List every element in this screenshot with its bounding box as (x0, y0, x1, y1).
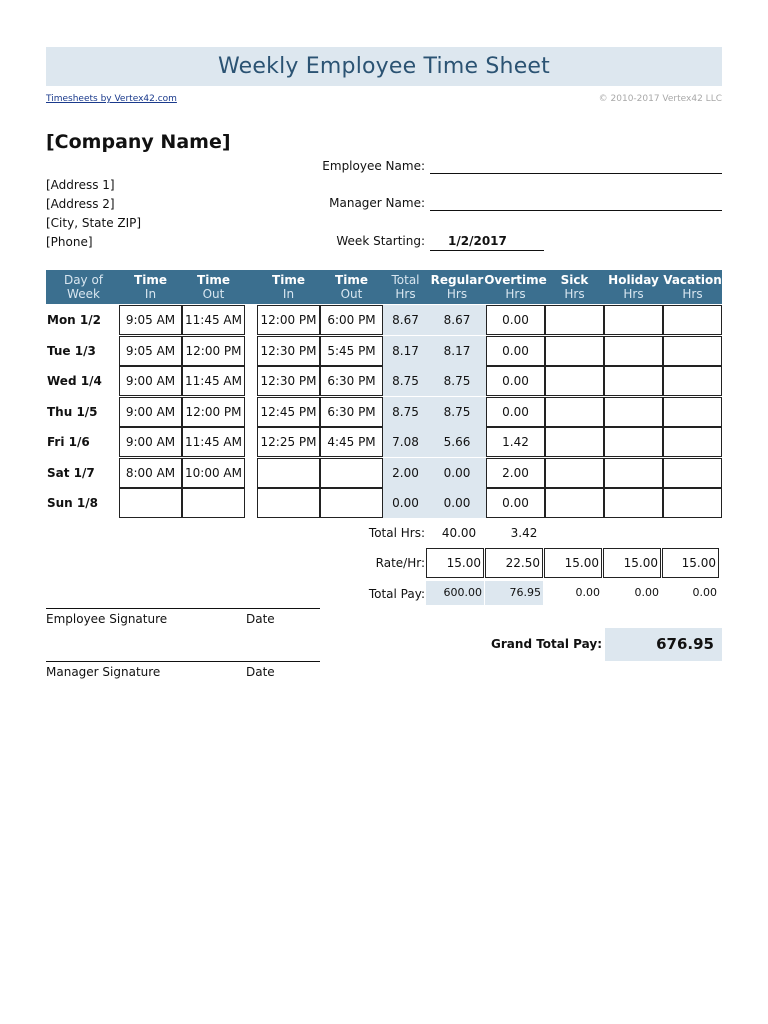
pay-cell: 76.95 (485, 581, 543, 605)
cell-out1[interactable]: 12:00 PM (182, 336, 245, 366)
manager-name-label: Manager Name: (329, 196, 425, 210)
cell-out1[interactable]: 10:00 AM (182, 458, 245, 488)
employee-name-field[interactable] (430, 159, 722, 174)
cell-overtime[interactable]: 0.00 (486, 305, 545, 335)
cell-holiday[interactable] (604, 427, 663, 457)
employee-signature-label: Employee Signature (46, 612, 168, 626)
cell-holiday[interactable] (604, 336, 663, 366)
city-state-zip[interactable]: [City, State ZIP] (46, 216, 142, 230)
pay-cell: 600.00 (426, 581, 484, 605)
cell-total: 8.17 (383, 336, 428, 366)
header-main-text: Sick (560, 273, 589, 287)
cell-out1[interactable]: 11:45 AM (182, 305, 245, 335)
cell-total: 2.00 (383, 458, 428, 488)
header-vacation-hrs (663, 270, 722, 304)
cell-regular: 0.00 (428, 488, 486, 518)
rate-cell[interactable]: 15.00 (544, 548, 602, 578)
title-band (46, 47, 722, 86)
header-time-in-1 (119, 270, 182, 304)
cell-in2[interactable]: 12:45 PM (257, 397, 320, 427)
page-title: Weekly Employee Time Sheet (218, 54, 550, 79)
copyright-text: © 2010-2017 Vertex42 LLC (598, 94, 722, 104)
cell-in1[interactable] (119, 488, 182, 518)
cell-out1[interactable]: 12:00 PM (182, 397, 245, 427)
cell-out1[interactable] (182, 488, 245, 518)
header-day-of-week (46, 270, 119, 304)
address-line-1[interactable]: [Address 1] (46, 178, 115, 192)
total-overtime-hrs: 3.42 (510, 526, 538, 540)
cell-regular: 0.00 (428, 458, 486, 488)
cell-holiday[interactable] (604, 366, 663, 396)
rate-cell[interactable]: 15.00 (662, 548, 719, 578)
day-label: Sun 1/8 (47, 496, 98, 510)
day-label: Wed 1/4 (47, 374, 102, 388)
header-sub-text: Hrs (564, 287, 585, 301)
cell-overtime[interactable]: 0.00 (486, 366, 545, 396)
header-main-text: Time (197, 273, 230, 287)
company-name[interactable]: [Company Name] (46, 131, 231, 153)
cell-in2[interactable]: 12:00 PM (257, 305, 320, 335)
cell-holiday[interactable] (604, 488, 663, 518)
cell-sick[interactable] (545, 336, 604, 366)
cell-in1[interactable]: 9:00 AM (119, 397, 182, 427)
cell-holiday[interactable] (604, 458, 663, 488)
cell-regular: 8.75 (428, 366, 486, 396)
cell-out2[interactable]: 6:00 PM (320, 305, 383, 335)
cell-regular: 8.17 (428, 336, 486, 366)
week-starting-field[interactable]: 1/2/2017 (430, 234, 544, 251)
cell-vacation[interactable] (663, 488, 722, 518)
rate-cell[interactable]: 22.50 (485, 548, 543, 578)
cell-sick[interactable] (545, 305, 604, 335)
phone[interactable]: [Phone] (46, 235, 93, 249)
manager-date-label: Date (246, 665, 275, 679)
employee-date-label: Date (246, 612, 275, 626)
address-line-2[interactable]: [Address 2] (46, 197, 115, 211)
cell-out2[interactable] (320, 488, 383, 518)
header-sub-text: Hrs (395, 287, 416, 301)
cell-sick[interactable] (545, 397, 604, 427)
cell-sick[interactable] (545, 458, 604, 488)
pay-cell: 0.00 (692, 586, 717, 599)
rate-cell[interactable]: 15.00 (603, 548, 661, 578)
cell-out2[interactable] (320, 458, 383, 488)
cell-in2[interactable] (257, 488, 320, 518)
cell-vacation[interactable] (663, 305, 722, 335)
header-sub-text: In (144, 287, 157, 301)
cell-vacation[interactable] (663, 336, 722, 366)
day-label: Thu 1/5 (47, 404, 98, 419)
cell-regular: 8.67 (428, 305, 486, 335)
cell-holiday[interactable] (604, 397, 663, 427)
manager-name-field[interactable] (430, 196, 722, 211)
header-sub-text: Out (202, 287, 225, 301)
cell-regular: 5.66 (428, 427, 486, 457)
cell-total: 7.08 (383, 427, 428, 457)
day-label: Fri 1/6 (47, 435, 90, 449)
cell-in1[interactable]: 9:05 AM (119, 336, 182, 366)
pay-cell: 0.00 (575, 586, 600, 599)
cell-out1[interactable]: 11:45 AM (182, 427, 245, 457)
cell-sick[interactable] (545, 366, 604, 396)
cell-out2[interactable]: 6:30 PM (320, 397, 383, 427)
header-main-text: Time (335, 273, 368, 287)
cell-overtime[interactable]: 0.00 (486, 397, 545, 427)
header-main-text: Total (391, 273, 420, 287)
cell-total: 0.00 (383, 488, 428, 518)
header-main-text: Day of Week (63, 273, 104, 301)
cell-sick[interactable] (545, 427, 604, 457)
header-sub-text: Hrs (446, 287, 468, 301)
cell-overtime[interactable]: 2.00 (486, 458, 545, 488)
week-starting-label: Week Starting: (336, 234, 425, 248)
cell-out2[interactable]: 6:30 PM (320, 366, 383, 396)
header-time-out-1 (182, 270, 245, 304)
grand-total-label: Grand Total Pay: (491, 637, 602, 651)
cell-overtime[interactable]: 0.00 (486, 336, 545, 366)
cell-vacation[interactable] (663, 366, 722, 396)
header-main-text: Time (272, 273, 305, 287)
header-main-text: Holiday (608, 273, 659, 287)
cell-holiday[interactable] (604, 305, 663, 335)
cell-out1[interactable]: 11:45 AM (182, 366, 245, 396)
cell-regular: 8.75 (428, 397, 486, 427)
cell-overtime[interactable]: 1.42 (486, 427, 545, 457)
cell-out2[interactable]: 5:45 PM (320, 336, 383, 366)
cell-in2[interactable] (257, 458, 320, 488)
header-time-in-2 (257, 270, 320, 304)
cell-out2[interactable]: 4:45 PM (320, 427, 383, 457)
header-overtime-hrs (486, 270, 545, 304)
cell-in1[interactable]: 9:05 AM (119, 305, 182, 335)
total-regular-hrs: 40.00 (441, 526, 477, 540)
cell-vacation[interactable] (663, 458, 722, 488)
header-main-text: Time (134, 273, 167, 287)
header-sub-text: In (282, 287, 295, 301)
header-sub-text: Out (340, 287, 363, 301)
cell-total: 8.67 (383, 305, 428, 335)
header-main-text: Regular (430, 273, 484, 287)
header-sick-hrs (545, 270, 604, 304)
day-label: Sat 1/7 (47, 465, 95, 480)
header-main-text: Vacation (663, 273, 722, 287)
header-main-text: Overtime (484, 273, 547, 287)
day-label: Tue 1/3 (47, 343, 96, 358)
pay-cell: 0.00 (634, 586, 659, 599)
employee-name-label: Employee Name: (322, 159, 425, 173)
total-pay-label: Total Pay: (368, 587, 425, 601)
cell-in1[interactable]: 9:00 AM (119, 366, 182, 396)
cell-total: 8.75 (383, 397, 428, 427)
cell-in1[interactable]: 8:00 AM (119, 458, 182, 488)
header-total-hrs (383, 270, 428, 304)
total-hrs-label: Total Hrs: (368, 526, 425, 540)
cell-overtime[interactable]: 0.00 (486, 488, 545, 518)
day-label: Mon 1/2 (47, 313, 101, 327)
cell-vacation[interactable] (663, 397, 722, 427)
grand-total-value: 676.95 (605, 628, 722, 661)
header-sub-text: Hrs (505, 287, 526, 301)
header-holiday-hrs (604, 270, 663, 304)
cell-in2[interactable]: 12:30 PM (257, 366, 320, 396)
cell-in1[interactable]: 9:00 AM (119, 427, 182, 457)
cell-sick[interactable] (545, 488, 604, 518)
header-sub-text: Hrs (623, 287, 644, 301)
cell-vacation[interactable] (663, 427, 722, 457)
header-time-out-2 (320, 270, 383, 304)
manager-signature-line[interactable] (46, 661, 320, 662)
cell-in2[interactable]: 12:30 PM (257, 336, 320, 366)
header-regular-hrs (428, 270, 486, 304)
header-sub-text: Hrs (682, 287, 703, 301)
cell-total: 8.75 (383, 366, 428, 396)
vertex42-link[interactable]: Timesheets by Vertex42.com (46, 94, 177, 104)
cell-in2[interactable]: 12:25 PM (257, 427, 320, 457)
rate-cell[interactable]: 15.00 (426, 548, 484, 578)
manager-signature-label: Manager Signature (46, 665, 161, 679)
rate-label: Rate/Hr: (375, 556, 425, 570)
employee-signature-line[interactable] (46, 608, 320, 609)
